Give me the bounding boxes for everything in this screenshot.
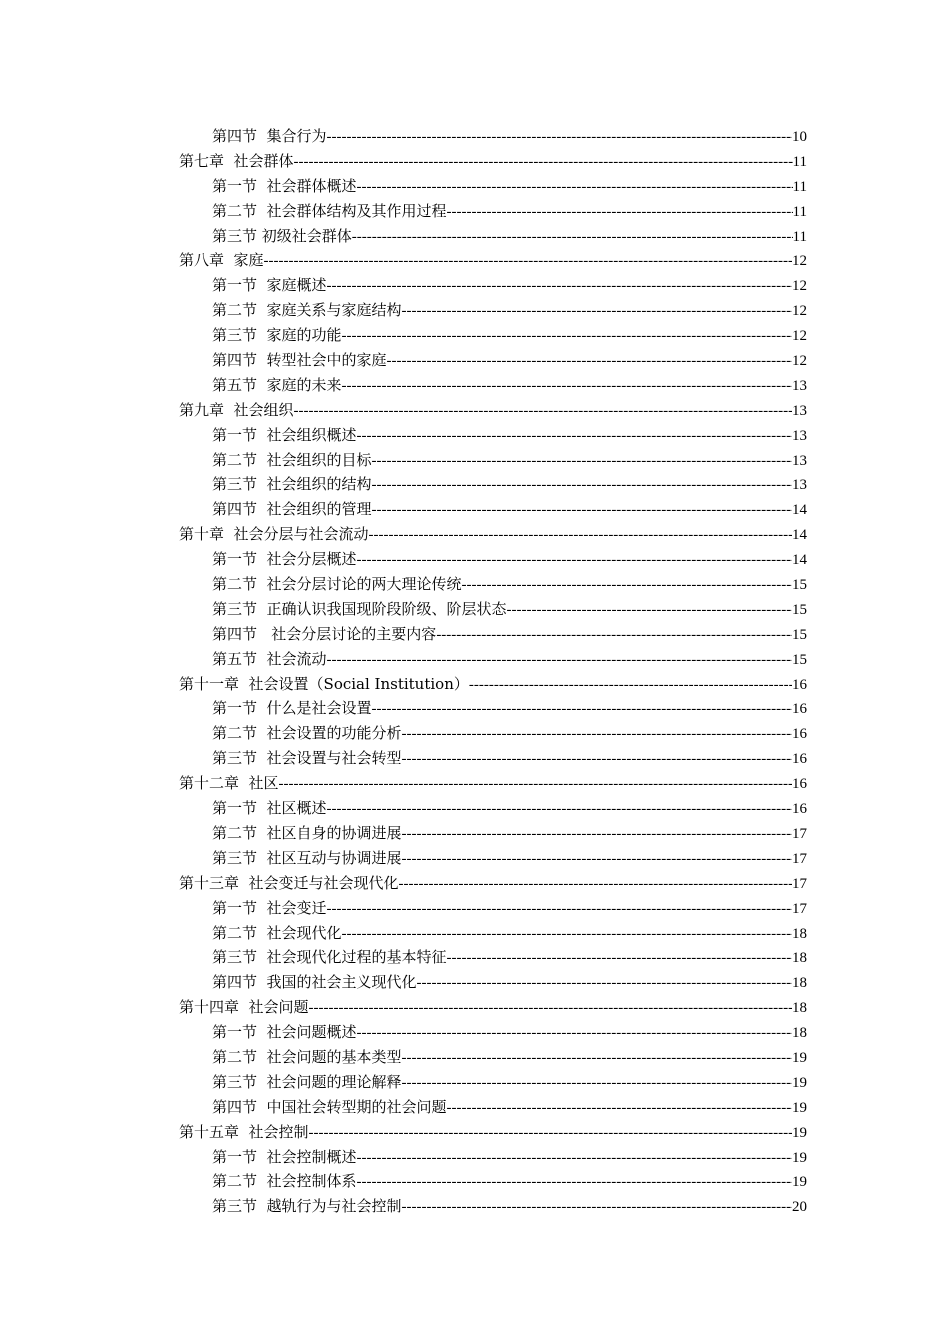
toc-section-entry[interactable] bbox=[179, 647, 807, 672]
toc-entry-title: 第三节 社会现代化过程的基本特征 bbox=[212, 948, 447, 967]
toc-entry-title: 第三节 社会组织的结构 bbox=[212, 475, 372, 494]
toc-page-number: 19 bbox=[792, 1174, 807, 1191]
toc-section-entry[interactable] bbox=[179, 945, 807, 970]
toc-entry-title: 第二节 家庭关系与家庭结构 bbox=[212, 301, 402, 320]
toc-dot-leader bbox=[387, 349, 792, 374]
toc-page-number: 12 bbox=[792, 278, 807, 295]
toc-entry-title: 第一节 社会控制概述 bbox=[212, 1147, 357, 1166]
toc-page-number: 18 bbox=[792, 975, 807, 992]
toc-entry-title: 第二节 社会控制体系 bbox=[212, 1172, 357, 1191]
table-of-contents bbox=[179, 124, 807, 1219]
toc-dot-leader bbox=[372, 498, 792, 523]
toc-dot-leader bbox=[402, 847, 792, 872]
toc-page-number: 12 bbox=[792, 328, 807, 345]
toc-section-entry[interactable] bbox=[179, 1169, 807, 1194]
toc-chapter-entry[interactable] bbox=[179, 398, 807, 423]
toc-dot-leader bbox=[327, 648, 792, 673]
toc-dot-leader bbox=[469, 673, 792, 698]
toc-dot-leader bbox=[372, 697, 792, 722]
toc-section-entry[interactable] bbox=[179, 821, 807, 846]
toc-entry-title: 第四节 集合行为 bbox=[212, 127, 327, 145]
toc-entry-title: 第一节 什么是社会设置 bbox=[212, 699, 372, 718]
toc-dot-leader bbox=[402, 1195, 792, 1220]
toc-dot-leader bbox=[294, 399, 792, 424]
toc-page-number: 16 bbox=[792, 751, 807, 768]
toc-dot-leader bbox=[402, 822, 792, 847]
toc-page-number: 15 bbox=[792, 651, 807, 668]
toc-section-entry[interactable] bbox=[179, 1095, 807, 1120]
toc-entry-title: 第一节 社会问题概述 bbox=[212, 1023, 357, 1042]
toc-dot-leader bbox=[436, 623, 792, 648]
toc-section-entry[interactable] bbox=[179, 423, 807, 448]
toc-page-number: 19 bbox=[792, 1049, 807, 1066]
toc-section-entry[interactable] bbox=[179, 273, 807, 298]
toc-dot-leader bbox=[402, 1046, 792, 1071]
toc-chapter-entry[interactable] bbox=[179, 672, 807, 697]
toc-page-number: 16 bbox=[792, 676, 807, 693]
toc-entry-title: 第十章 社会分层与社会流动 bbox=[179, 525, 369, 544]
toc-entry-title: 第一节 社会分层概述 bbox=[212, 550, 357, 569]
toc-dot-leader bbox=[447, 200, 793, 225]
toc-page-number: 15 bbox=[792, 601, 807, 618]
toc-entry-title: 第四节 社会分层讨论的主要内容 bbox=[212, 624, 437, 643]
toc-entry-title: 第五节 家庭的未来 bbox=[212, 375, 342, 394]
toc-page-number: 20 bbox=[792, 1199, 807, 1216]
toc-dot-leader bbox=[372, 449, 792, 474]
toc-dot-leader bbox=[342, 922, 792, 947]
toc-dot-leader bbox=[327, 797, 792, 822]
toc-section-entry[interactable] bbox=[179, 572, 807, 597]
toc-entry-title: 第一节 社会组织概述 bbox=[212, 425, 357, 444]
toc-section-entry[interactable] bbox=[179, 448, 807, 473]
toc-dot-leader bbox=[357, 175, 793, 200]
toc-dot-leader bbox=[357, 548, 792, 573]
toc-entry-title: 第二节 社会群体结构及其作用过程 bbox=[212, 201, 447, 220]
toc-section-entry[interactable] bbox=[179, 373, 807, 398]
toc-page-number: 11 bbox=[792, 178, 807, 195]
toc-dot-leader bbox=[447, 1096, 792, 1121]
toc-dot-leader bbox=[342, 374, 792, 399]
toc-dot-leader bbox=[417, 971, 792, 996]
toc-section-entry[interactable] bbox=[179, 199, 807, 224]
toc-section-entry[interactable] bbox=[179, 497, 807, 522]
toc-entry-title: 第三节 正确认识我国现阶段阶级、阶层状态 bbox=[212, 599, 507, 618]
toc-dot-leader bbox=[309, 1121, 792, 1146]
toc-page-number: 16 bbox=[792, 726, 807, 743]
toc-dot-leader bbox=[294, 150, 793, 175]
toc-dot-leader bbox=[264, 249, 792, 274]
toc-section-entry[interactable] bbox=[179, 472, 807, 497]
toc-entry-title: 第三节 越轨行为与社会控制 bbox=[212, 1197, 402, 1216]
toc-section-entry[interactable] bbox=[179, 348, 807, 373]
toc-page-number: 18 bbox=[792, 1000, 807, 1017]
toc-section-entry[interactable] bbox=[179, 970, 807, 995]
toc-entry-title: 第十四章 社会问题 bbox=[179, 998, 309, 1017]
toc-dot-leader bbox=[357, 1170, 792, 1195]
toc-page-number: 16 bbox=[792, 701, 807, 718]
toc-dot-leader bbox=[327, 274, 792, 299]
toc-entry-title: 第二节 社会问题的基本类型 bbox=[212, 1047, 402, 1066]
toc-section-entry[interactable] bbox=[179, 796, 807, 821]
toc-dot-leader bbox=[447, 946, 792, 971]
toc-entry-title: 第三节 社会问题的理论解释 bbox=[212, 1072, 402, 1091]
toc-chapter-entry[interactable] bbox=[179, 248, 807, 273]
toc-page-number: 16 bbox=[792, 776, 807, 793]
toc-dot-leader bbox=[352, 225, 793, 250]
toc-page-number: 10 bbox=[792, 129, 807, 145]
toc-section-entry[interactable] bbox=[179, 547, 807, 572]
toc-page-number: 13 bbox=[792, 477, 807, 494]
toc-dot-leader bbox=[402, 722, 792, 747]
toc-page-number: 19 bbox=[792, 1149, 807, 1166]
toc-section-entry[interactable] bbox=[179, 846, 807, 871]
toc-page-number: 15 bbox=[792, 577, 807, 594]
toc-page-number: 17 bbox=[792, 825, 807, 842]
toc-page-number: 13 bbox=[792, 427, 807, 444]
toc-section-entry[interactable] bbox=[179, 721, 807, 746]
toc-entry-title: 第十五章 社会控制 bbox=[179, 1122, 309, 1141]
toc-section-entry[interactable] bbox=[179, 1194, 807, 1219]
toc-section-entry[interactable] bbox=[179, 1020, 807, 1045]
toc-page-number: 15 bbox=[792, 626, 807, 643]
toc-dot-leader bbox=[357, 1146, 792, 1171]
toc-page-number: 12 bbox=[792, 353, 807, 370]
toc-dot-leader bbox=[357, 424, 792, 449]
toc-entry-title: 第五节 社会流动 bbox=[212, 649, 327, 668]
toc-page-number: 12 bbox=[792, 253, 807, 270]
toc-page-number: 14 bbox=[792, 502, 807, 519]
toc-chapter-entry[interactable] bbox=[179, 871, 807, 896]
toc-entry-title: 第八章 家庭 bbox=[179, 251, 264, 270]
toc-section-entry[interactable] bbox=[179, 124, 807, 149]
toc-dot-leader bbox=[402, 747, 792, 772]
toc-entry-title: 第一节 社会群体概述 bbox=[212, 176, 357, 195]
toc-entry-title: 第四节 转型社会中的家庭 bbox=[212, 351, 387, 370]
toc-entry-title: 第十二章 社区 bbox=[179, 774, 279, 793]
toc-entry-title: 第三节 社区互动与协调进展 bbox=[212, 848, 402, 867]
toc-entry-title: 第三节 社会设置与社会转型 bbox=[212, 749, 402, 768]
toc-section-entry[interactable] bbox=[179, 1145, 807, 1170]
toc-dot-leader bbox=[462, 573, 792, 598]
toc-dot-leader bbox=[342, 324, 792, 349]
toc-entry-title: 第二节 社会组织的目标 bbox=[212, 450, 372, 469]
toc-page-number: 14 bbox=[792, 527, 807, 544]
toc-dot-leader bbox=[357, 1021, 792, 1046]
toc-entry-title: 第十三章 社会变迁与社会现代化 bbox=[179, 873, 399, 892]
toc-page-number: 13 bbox=[792, 377, 807, 394]
toc-section-entry[interactable] bbox=[179, 174, 807, 199]
toc-dot-leader bbox=[372, 473, 792, 498]
toc-entry-title: 第二节 社区自身的协调进展 bbox=[212, 823, 402, 842]
toc-section-entry[interactable] bbox=[179, 224, 807, 249]
toc-entry-title: 第十一章 社会设置（Social Institution） bbox=[179, 674, 469, 693]
toc-page-number: 19 bbox=[792, 1124, 807, 1141]
toc-dot-leader bbox=[399, 872, 792, 897]
toc-dot-leader bbox=[507, 598, 792, 623]
toc-dot-leader bbox=[327, 897, 792, 922]
toc-section-entry[interactable] bbox=[179, 298, 807, 323]
toc-chapter-entry[interactable] bbox=[179, 995, 807, 1020]
toc-page-number: 11 bbox=[792, 228, 807, 245]
toc-entry-title: 第四节 我国的社会主义现代化 bbox=[212, 973, 417, 992]
toc-dot-leader bbox=[402, 299, 792, 324]
toc-entry-title: 第一节 社区概述 bbox=[212, 799, 327, 818]
toc-section-entry[interactable] bbox=[179, 323, 807, 348]
toc-dot-leader bbox=[402, 1071, 792, 1096]
toc-chapter-entry[interactable] bbox=[179, 522, 807, 547]
toc-page-number: 19 bbox=[792, 1074, 807, 1091]
toc-chapter-entry[interactable] bbox=[179, 1120, 807, 1145]
toc-page-number: 13 bbox=[792, 452, 807, 469]
toc-entry-title: 第七章 社会群体 bbox=[179, 151, 294, 170]
toc-dot-leader bbox=[309, 996, 792, 1021]
toc-page-number: 18 bbox=[792, 1025, 807, 1042]
toc-entry-title: 第二节 社会分层讨论的两大理论传统 bbox=[212, 575, 462, 594]
toc-page-number: 12 bbox=[792, 303, 807, 320]
toc-section-entry[interactable] bbox=[179, 1070, 807, 1095]
toc-dot-leader bbox=[279, 772, 792, 797]
toc-page-number: 18 bbox=[792, 925, 807, 942]
toc-entry-title: 第一节 社会变迁 bbox=[212, 898, 327, 917]
toc-page-number: 17 bbox=[792, 850, 807, 867]
toc-section-entry[interactable] bbox=[179, 696, 807, 721]
toc-dot-leader bbox=[327, 125, 792, 150]
toc-page-number: 14 bbox=[792, 552, 807, 569]
toc-chapter-entry[interactable] bbox=[179, 771, 807, 796]
toc-section-entry[interactable] bbox=[179, 746, 807, 771]
toc-chapter-entry[interactable] bbox=[179, 149, 807, 174]
toc-dot-leader bbox=[369, 523, 792, 548]
toc-section-entry[interactable] bbox=[179, 921, 807, 946]
toc-entry-title: 第二节 社会现代化 bbox=[212, 923, 342, 942]
toc-entry-title: 第三节 家庭的功能 bbox=[212, 326, 342, 345]
toc-entry-title: 第一节 家庭概述 bbox=[212, 276, 327, 295]
toc-page-number: 17 bbox=[792, 900, 807, 917]
toc-section-entry[interactable] bbox=[179, 597, 807, 622]
toc-page-number: 11 bbox=[792, 203, 807, 220]
toc-page-number: 11 bbox=[792, 153, 807, 170]
toc-entry-title: 第四节 社会组织的管理 bbox=[212, 500, 372, 519]
toc-page-number: 13 bbox=[792, 402, 807, 419]
toc-section-entry[interactable] bbox=[179, 622, 807, 647]
toc-entry-title: 第四节 中国社会转型期的社会问题 bbox=[212, 1097, 447, 1116]
toc-page-number: 18 bbox=[792, 950, 807, 967]
toc-entry-title: 第三节 初级社会群体 bbox=[212, 226, 352, 245]
toc-page-number: 17 bbox=[792, 875, 807, 892]
toc-page-number: 19 bbox=[792, 1099, 807, 1116]
toc-section-entry[interactable] bbox=[179, 1045, 807, 1070]
toc-page-number: 16 bbox=[792, 801, 807, 818]
toc-entry-title: 第二节 社会设置的功能分析 bbox=[212, 724, 402, 743]
toc-section-entry[interactable] bbox=[179, 896, 807, 921]
toc-entry-title: 第九章 社会组织 bbox=[179, 400, 294, 419]
